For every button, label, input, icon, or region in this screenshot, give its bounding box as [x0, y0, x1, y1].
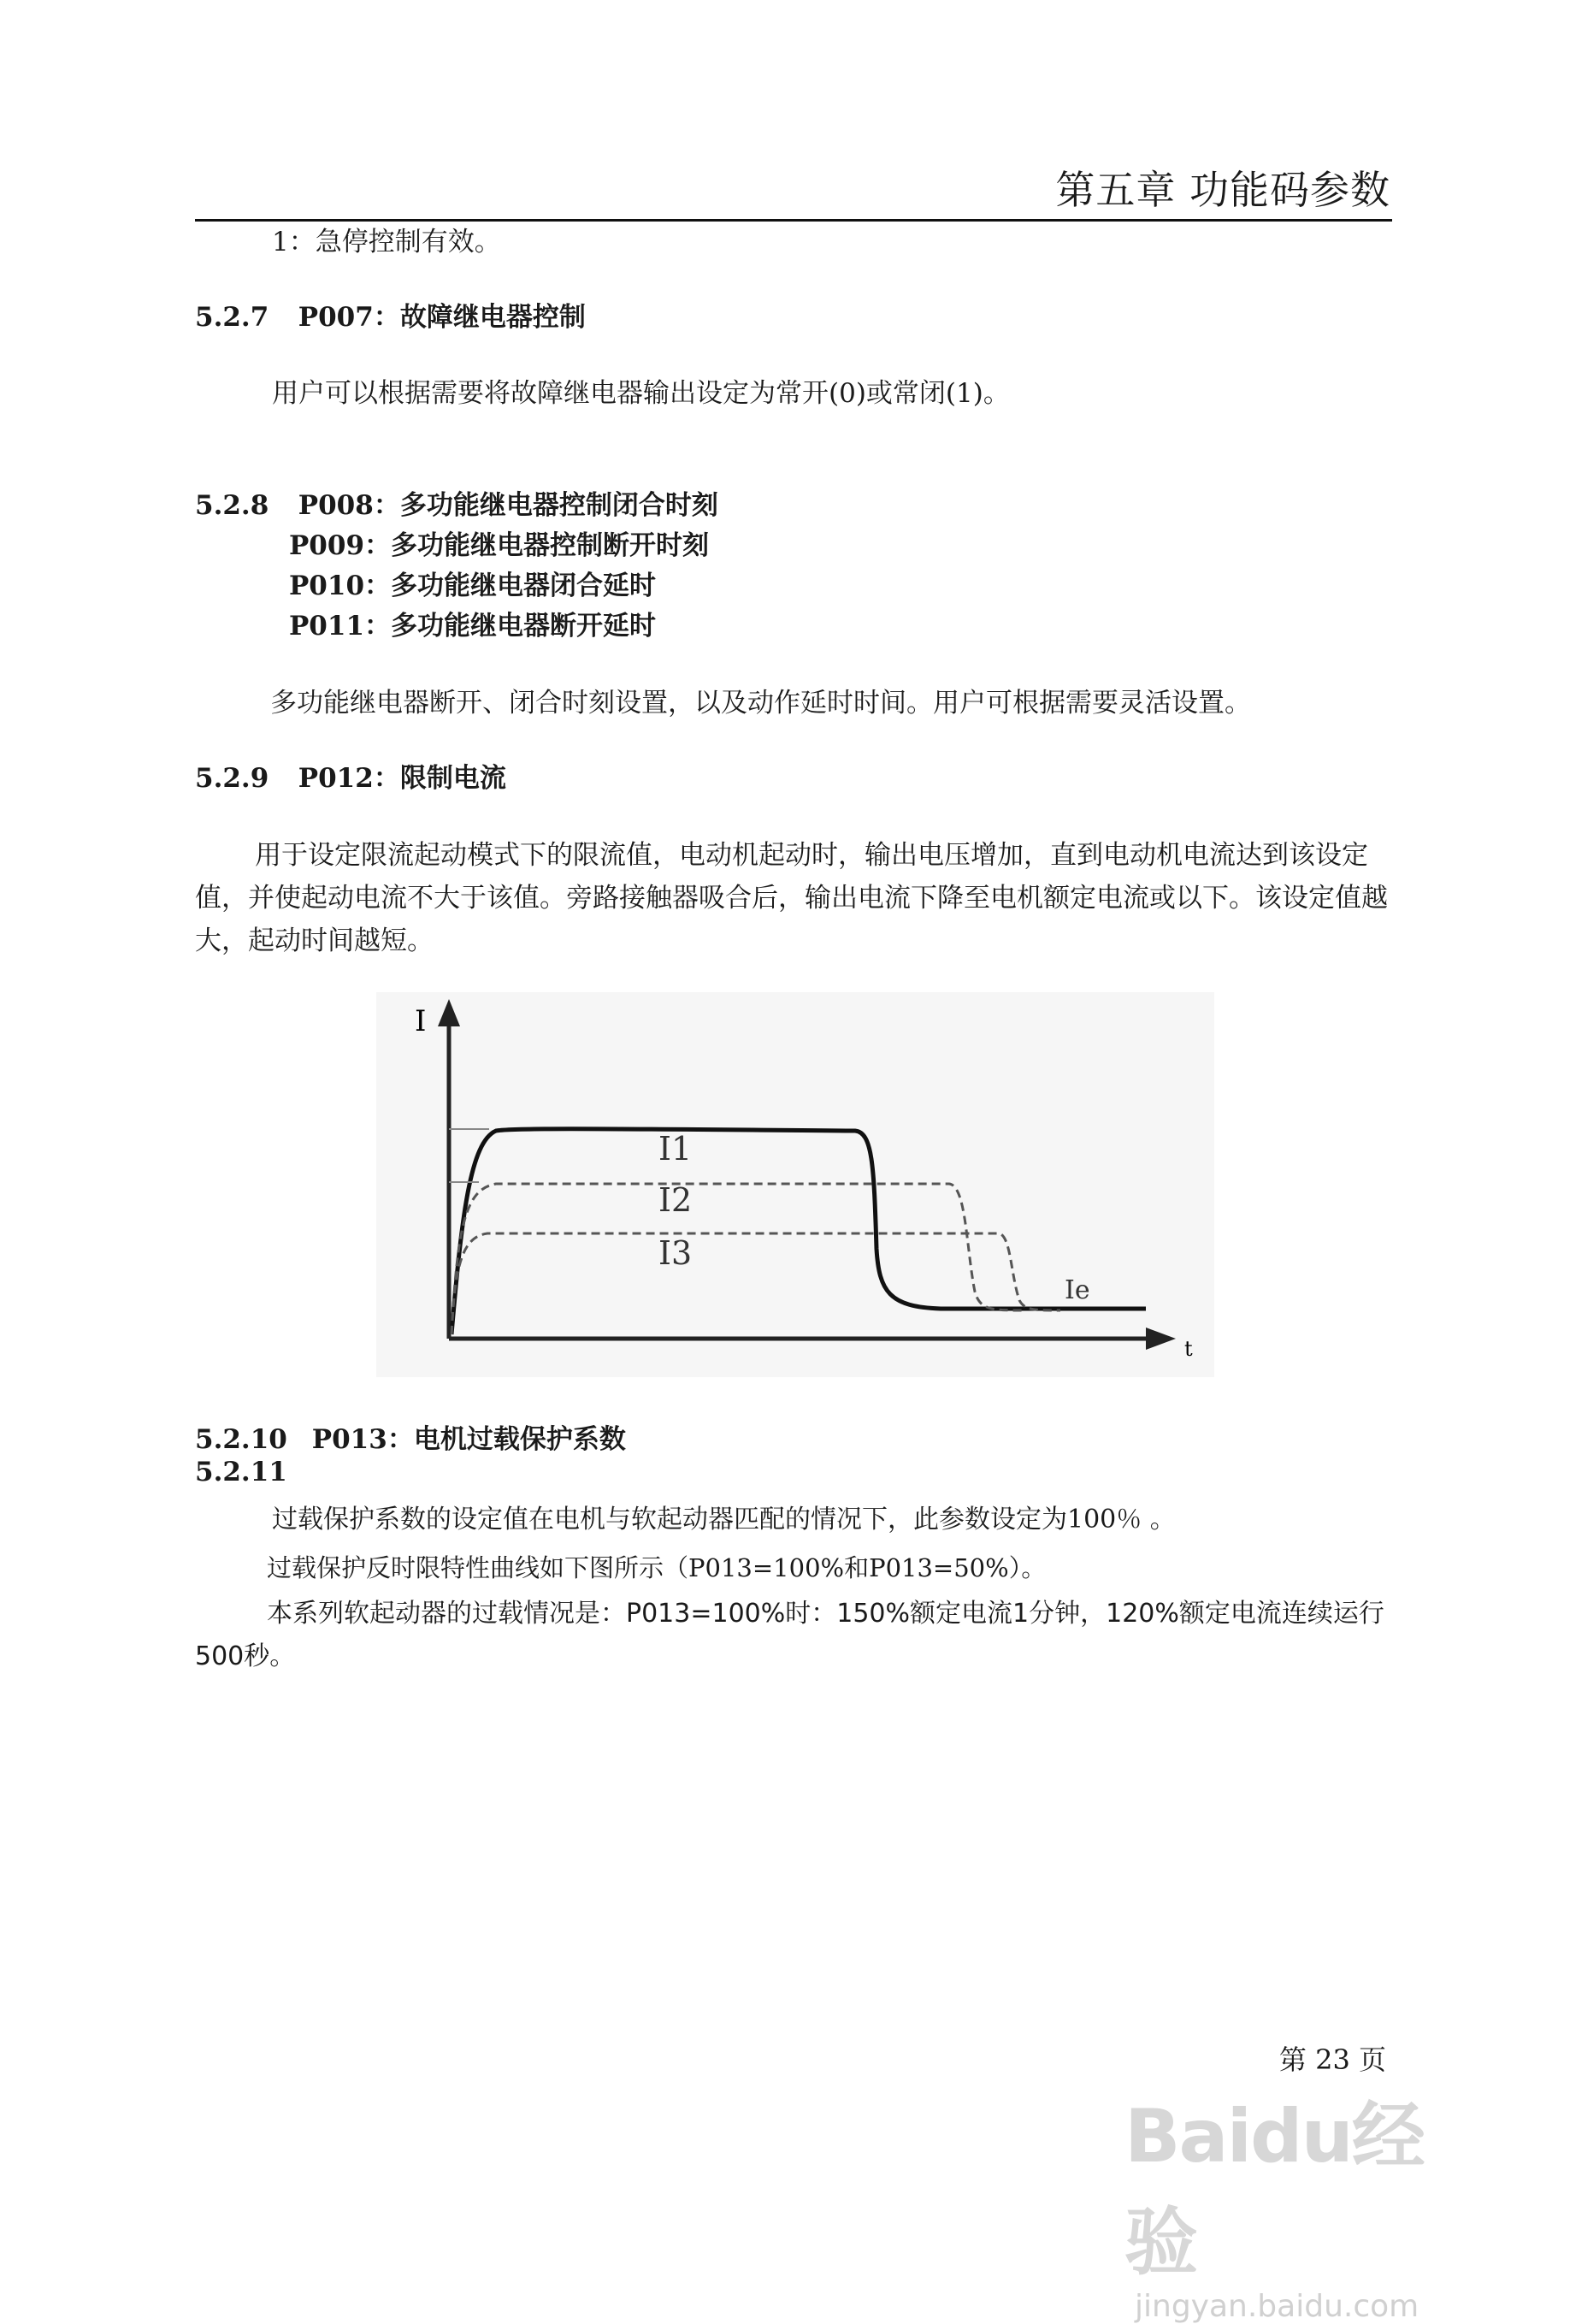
watermark-url: jingyan.baidu.com: [1135, 2289, 1419, 2324]
overload-paragraph-3: 本系列软起动器的过载情况是：P013=100%时：150%额定电流1分钟，120%额定电流连续运行500秒。: [195, 1599, 1384, 1671]
section-5-2-9-text: 用于设定限流起动模式下的限流值，电动机起动时，输出电压增加，直到电动机电流达到该设定值，并使起动电流不大于该值。旁路接触器吸合后，输出电流下降至电机额定电流或以下。该设定值越大，起动时间越短。: [195, 840, 1388, 956]
section-5-2-8-text: 多功能继电器断开、闭合时刻设置，以及动作延时时间。用户可根据需要灵活设置。: [270, 688, 1251, 718]
curve-label-i2: I2: [658, 1181, 693, 1219]
curve-label-i1: I1: [658, 1130, 693, 1168]
param-item-p009: P009：多功能继电器控制断开时刻: [289, 530, 710, 561]
overload-paragraph-2: 过载保护反时限特性曲线如下图所示（P013=100%和P013=50%）。: [267, 1553, 1047, 1582]
overload-paragraph-1: 过载保护系数的设定值在电机与软起动器匹配的情况下，此参数设定为100％ 。: [272, 1505, 1176, 1535]
section-5-2-9-heading: [195, 756, 506, 795]
section-5-2-7-text: 用户可以根据需要将故障继电器输出设定为常开(0)或常闭(1)。: [272, 378, 1010, 409]
y-axis-label: I: [415, 1004, 427, 1038]
section-number: 5.2.9: [195, 763, 269, 794]
section-5-2-10-heading: [195, 1417, 626, 1456]
watermark-brand: Baidu经验: [1124, 2094, 1424, 2286]
param-item-p010: P010：多功能继电器闭合延时: [289, 571, 657, 601]
section-code: P007：故障继电器控制: [298, 302, 586, 333]
section-5-2-7-heading: [195, 295, 586, 334]
rated-current-label: Ie: [1065, 1275, 1090, 1305]
section-5-2-11-number: 5.2.11: [195, 1457, 287, 1487]
param-item-p008: P008：多功能继电器控制闭合时刻: [298, 490, 718, 521]
section-number: 5.2.10: [195, 1424, 287, 1455]
x-axis-label: t: [1184, 1337, 1193, 1361]
page-number: 第 23 页: [1278, 2043, 1386, 2076]
intro-line: 1：急停控制有效。: [272, 227, 501, 257]
baidu-jingyan-watermark: [1124, 2077, 1484, 2324]
section-number: 5.2.8: [195, 490, 269, 521]
current-limit-figure: [376, 992, 1214, 1377]
section-code: P013：电机过载保护系数: [311, 1424, 626, 1455]
curve-label-i3: I3: [658, 1234, 693, 1272]
section-number: 5.2.7: [195, 302, 269, 333]
chapter-title: 第五章 功能码参数: [1055, 167, 1390, 213]
section-code: P012：限制电流: [298, 763, 506, 794]
section-5-2-8-heading: [195, 483, 718, 522]
param-item-p011: P011：多功能继电器断开延时: [289, 611, 657, 642]
